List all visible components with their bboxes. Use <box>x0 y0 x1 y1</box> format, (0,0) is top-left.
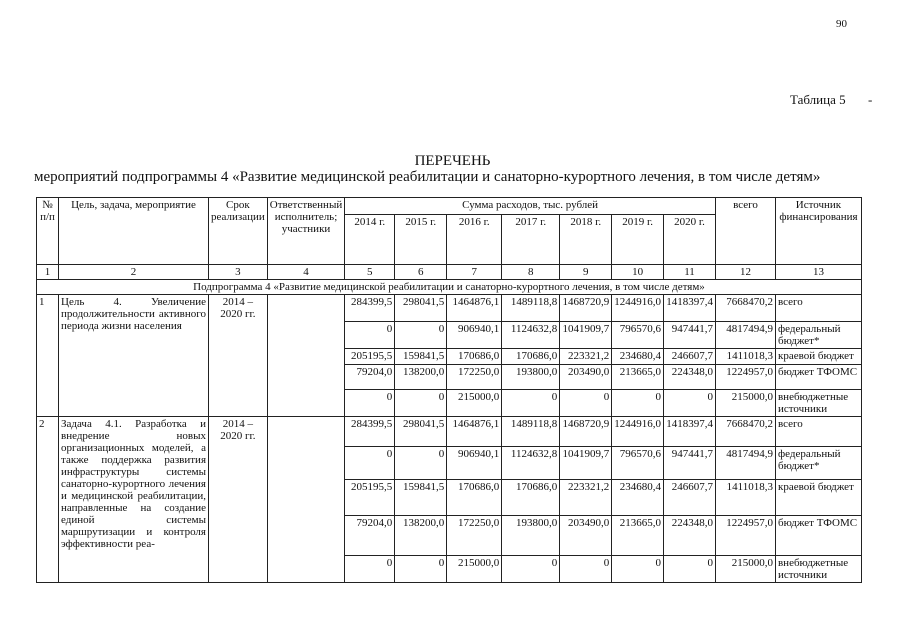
amount-cell: 1418397,4 <box>663 417 715 447</box>
amount-cell: 246607,7 <box>663 349 715 365</box>
header-num: № п/п <box>37 198 59 265</box>
amount-cell: 1244916,0 <box>612 295 664 322</box>
amount-cell: 205195,5 <box>345 349 395 365</box>
total-cell: 1411018,3 <box>715 349 775 365</box>
amount-cell: 159841,5 <box>395 480 447 516</box>
amount-cell: 205195,5 <box>345 480 395 516</box>
measures-table <box>36 197 862 583</box>
column-number: 4 <box>267 265 344 280</box>
source-cell: краевой бюджет <box>775 349 861 365</box>
document-title: ПЕРЕЧЕНЬ <box>414 153 491 169</box>
source-cell: бюджет ТФОМС <box>775 365 861 390</box>
goal-text: Цель 4. Увеличение продолжительности активного периода жизни населения <box>59 295 209 417</box>
amount-cell: 223321,2 <box>560 480 612 516</box>
amount-cell: 172250,0 <box>447 516 502 556</box>
total-cell: 1224957,0 <box>715 365 775 390</box>
amount-cell: 0 <box>345 390 395 417</box>
amount-cell: 0 <box>395 322 447 349</box>
column-number: 11 <box>663 265 715 280</box>
amount-cell: 0 <box>612 390 664 417</box>
column-number: 10 <box>612 265 664 280</box>
column-number: 5 <box>345 265 395 280</box>
executor-text <box>267 417 344 583</box>
amount-cell: 215000,0 <box>447 390 502 417</box>
source-cell: всего <box>775 417 861 447</box>
source-cell: внебюджетные источники <box>775 556 861 583</box>
amount-cell: 223321,2 <box>560 349 612 365</box>
source-cell: краевой бюджет <box>775 480 861 516</box>
amount-cell: 172250,0 <box>447 365 502 390</box>
header-year: 2019 г. <box>612 215 664 265</box>
total-cell: 1224957,0 <box>715 516 775 556</box>
amount-cell: 298041,5 <box>395 417 447 447</box>
amount-cell: 79204,0 <box>345 516 395 556</box>
executor-text <box>267 295 344 417</box>
amount-cell: 0 <box>395 447 447 480</box>
total-cell: 215000,0 <box>715 556 775 583</box>
amount-cell: 193800,0 <box>502 365 560 390</box>
amount-cell: 170686,0 <box>502 480 560 516</box>
amount-cell: 0 <box>560 390 612 417</box>
amount-cell: 0 <box>345 556 395 583</box>
total-cell: 7668470,2 <box>715 295 775 322</box>
total-cell: 1411018,3 <box>715 480 775 516</box>
header-sum: Сумма расходов, тыс. рублей <box>345 198 716 215</box>
amount-cell: 138200,0 <box>395 365 447 390</box>
amount-cell: 0 <box>395 390 447 417</box>
total-cell: 7668470,2 <box>715 417 775 447</box>
amount-cell: 224348,0 <box>663 516 715 556</box>
amount-cell: 1041909,7 <box>560 322 612 349</box>
subprogram-heading: Подпрограмма 4 «Развитие медицинской реабилитации и санаторно-курортного лечения, в том числе детям» <box>37 280 862 295</box>
amount-cell: 193800,0 <box>502 516 560 556</box>
amount-cell: 0 <box>663 556 715 583</box>
column-number: 3 <box>209 265 268 280</box>
amount-cell: 234680,4 <box>612 349 664 365</box>
header-total: всего <box>715 198 775 265</box>
amount-cell: 213665,0 <box>612 516 664 556</box>
amount-cell: 0 <box>612 556 664 583</box>
amount-cell: 213665,0 <box>612 365 664 390</box>
amount-cell: 1418397,4 <box>663 295 715 322</box>
source-cell: федеральный бюджет* <box>775 447 861 480</box>
amount-cell: 0 <box>560 556 612 583</box>
amount-cell: 284399,5 <box>345 295 395 322</box>
goal-text: Задача 4.1. Разработка и внедрение новых организационных моделей, а также поддержка развития инфраструктуры системы санаторно-курортного лечения и медицинской реабилитации, направленные на создание единой системы маршрутизации и контроля эффективности реа- <box>59 417 209 583</box>
amount-cell: 1468720,9 <box>560 295 612 322</box>
amount-cell: 1041909,7 <box>560 447 612 480</box>
amount-cell: 203490,0 <box>560 516 612 556</box>
table-row <box>37 295 862 322</box>
amount-cell: 0 <box>345 322 395 349</box>
document-subtitle: мероприятий подпрограммы 4 «Развитие медицинской реабилитации и санаторно-курортного лечения, в том числе детям» <box>34 169 821 185</box>
amount-cell: 170686,0 <box>502 349 560 365</box>
amount-cell: 0 <box>502 556 560 583</box>
amount-cell: 1244916,0 <box>612 417 664 447</box>
amount-cell: 796570,6 <box>612 322 664 349</box>
amount-cell: 1464876,1 <box>447 295 502 322</box>
amount-cell: 234680,4 <box>612 480 664 516</box>
amount-cell: 79204,0 <box>345 365 395 390</box>
amount-cell: 1489118,8 <box>502 295 560 322</box>
page-number: 90 <box>836 18 847 30</box>
header-year: 2014 г. <box>345 215 395 265</box>
amount-cell: 1464876,1 <box>447 417 502 447</box>
amount-cell: 796570,6 <box>612 447 664 480</box>
source-cell: всего <box>775 295 861 322</box>
column-number: 6 <box>395 265 447 280</box>
table-label-mark: - <box>868 92 873 107</box>
header-year: 2018 г. <box>560 215 612 265</box>
amount-cell: 170686,0 <box>447 349 502 365</box>
row-number: 2 <box>37 417 59 583</box>
header-year: 2016 г. <box>447 215 502 265</box>
amount-cell: 203490,0 <box>560 365 612 390</box>
header-term: Срок реализации <box>209 198 268 265</box>
amount-cell: 0 <box>502 390 560 417</box>
column-number: 1 <box>37 265 59 280</box>
header-source: Источник финансирования <box>775 198 861 265</box>
total-cell: 4817494,9 <box>715 447 775 480</box>
amount-cell: 1124632,8 <box>502 447 560 480</box>
source-cell: бюджет ТФОМС <box>775 516 861 556</box>
column-number: 12 <box>715 265 775 280</box>
amount-cell: 1124632,8 <box>502 322 560 349</box>
amount-cell: 138200,0 <box>395 516 447 556</box>
amount-cell: 1489118,8 <box>502 417 560 447</box>
source-cell: федеральный бюджет* <box>775 322 861 349</box>
amount-cell: 947441,7 <box>663 447 715 480</box>
header-year: 2020 г. <box>663 215 715 265</box>
amount-cell: 215000,0 <box>447 556 502 583</box>
source-cell: внебюджетные источники <box>775 390 861 417</box>
term-text: 2014 – 2020 гг. <box>209 417 268 583</box>
amount-cell: 159841,5 <box>395 349 447 365</box>
header-goal: Цель, задача, мероприятие <box>59 198 209 265</box>
amount-cell: 298041,5 <box>395 295 447 322</box>
amount-cell: 284399,5 <box>345 417 395 447</box>
amount-cell: 170686,0 <box>447 480 502 516</box>
column-number: 8 <box>502 265 560 280</box>
amount-cell: 0 <box>345 447 395 480</box>
header-executor: Ответственный исполнитель; участники <box>267 198 344 265</box>
column-number: 13 <box>775 265 861 280</box>
amount-cell: 224348,0 <box>663 365 715 390</box>
amount-cell: 0 <box>395 556 447 583</box>
amount-cell: 906940,1 <box>447 447 502 480</box>
amount-cell: 0 <box>663 390 715 417</box>
amount-cell: 947441,7 <box>663 322 715 349</box>
column-number: 9 <box>560 265 612 280</box>
table-label: Таблица 5 <box>790 92 846 107</box>
amount-cell: 906940,1 <box>447 322 502 349</box>
term-text: 2014 – 2020 гг. <box>209 295 268 417</box>
amount-cell: 1468720,9 <box>560 417 612 447</box>
total-cell: 4817494,9 <box>715 322 775 349</box>
column-number: 7 <box>447 265 502 280</box>
column-number: 2 <box>59 265 209 280</box>
amount-cell: 246607,7 <box>663 480 715 516</box>
table-row <box>37 417 862 447</box>
header-year: 2017 г. <box>502 215 560 265</box>
header-year: 2015 г. <box>395 215 447 265</box>
total-cell: 215000,0 <box>715 390 775 417</box>
row-number: 1 <box>37 295 59 417</box>
